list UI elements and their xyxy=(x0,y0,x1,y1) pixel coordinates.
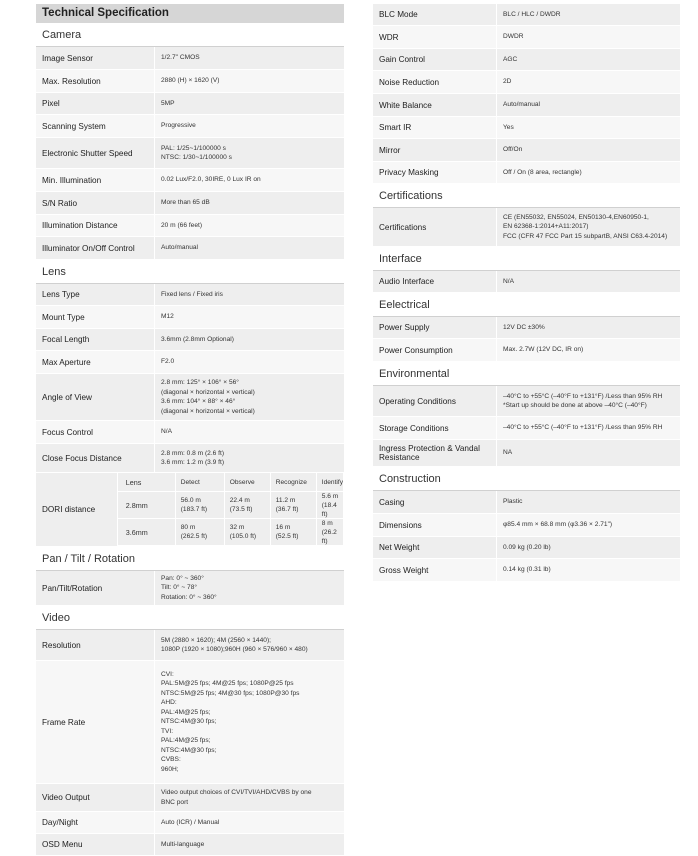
spec-row-casing xyxy=(373,491,680,514)
spec-row-illuminator-on-off-control xyxy=(36,237,344,260)
spec-label: Image Sensor xyxy=(36,47,155,69)
spec-row-wdr xyxy=(373,26,680,49)
spec-label: Day/Night xyxy=(36,812,155,833)
spec-right-column xyxy=(373,4,680,582)
spec-row-s-n-ratio xyxy=(36,192,344,215)
spec-value: 5M (2880 × 1620); 4M (2560 × 1440); 1080P (1920 × 1080);960H (960 × 576/960 × 480) xyxy=(161,636,308,653)
dori-header: Recognize xyxy=(271,473,317,492)
spec-value: 0.14 kg (0.31 lb) xyxy=(503,566,551,574)
spec-label: Lens Type xyxy=(36,284,155,305)
spec-value: More than 65 dB xyxy=(161,199,210,207)
spec-value: DWDR xyxy=(503,33,524,41)
spec-value: Plastic xyxy=(503,498,523,506)
spec-row-lens-type xyxy=(36,284,344,306)
spec-label: Net Weight xyxy=(373,537,497,558)
spec-label: Video Output xyxy=(36,784,155,811)
spec-row-scanning-system xyxy=(36,115,344,138)
spec-value: Auto/manual xyxy=(161,244,199,252)
dori-value: 8 m (26.2 ft) xyxy=(317,519,344,546)
spec-row-net-weight xyxy=(373,537,680,559)
spec-value: Max. 2.7W (12V DC, IR on) xyxy=(503,346,584,354)
spec-row-dimensions xyxy=(373,514,680,537)
spec-row-operating-conditions xyxy=(373,386,680,417)
spec-value: PAL: 1/25~1/100000 s NTSC: 1/30~1/100000 s xyxy=(161,144,232,161)
spec-row-storage-conditions xyxy=(373,417,680,440)
spec-value: Auto/manual xyxy=(503,101,541,109)
dori-table xyxy=(36,473,344,547)
spec-value: NA xyxy=(503,449,513,457)
spec-label: Ingress Protection & Vandal Resistance xyxy=(373,440,497,466)
spec-row-pixel xyxy=(36,93,344,115)
spec-row-illumination-distance xyxy=(36,215,344,237)
spec-label: Angle of View xyxy=(36,374,155,420)
spec-value: Yes xyxy=(503,123,514,131)
spec-value: 2.8 mm: 125° × 106° × 56° (diagonal × horizontal × vertical) 3.6 mm: 104° × 88° × 46° (diagonal × horizontal × vertical) xyxy=(161,379,255,415)
spec-row-focus-control xyxy=(36,421,344,444)
spec-row-angle-of-view xyxy=(36,374,344,421)
spec-label: Focus Control xyxy=(36,421,155,443)
spec-label: Power Supply xyxy=(373,317,497,338)
spec-value: AGC xyxy=(503,55,518,63)
spec-value: M12 xyxy=(161,313,174,321)
spec-label: Resolution xyxy=(36,630,155,660)
section-heading-camera: Camera xyxy=(36,24,344,47)
spec-label: Operating Conditions xyxy=(373,386,497,416)
spec-label: Casing xyxy=(373,491,497,513)
spec-value: Video output choices of CVI/TVI/AHD/CVBS by one BNC port xyxy=(161,789,312,806)
spec-row-ingress-protection-vandal-resistance xyxy=(373,440,680,467)
spec-label: Close Focus Distance xyxy=(36,444,155,472)
right-sections xyxy=(373,4,680,582)
section-heading-interface: Interface xyxy=(373,248,680,271)
spec-row-min-illumination xyxy=(36,169,344,192)
spec-row-blc-mode xyxy=(373,4,680,26)
spec-row-resolution xyxy=(36,630,344,661)
dori-label: DORI distance xyxy=(36,473,118,546)
spec-row-power-supply xyxy=(373,317,680,339)
spec-row-gain-control xyxy=(373,49,680,71)
dori-value: 5.6 m (18.4 ft) xyxy=(317,492,344,519)
section-heading-pan-tilt-rotation: Pan / Tilt / Rotation xyxy=(36,548,344,571)
spec-label: BLC Mode xyxy=(373,4,497,25)
dori-header: Identify xyxy=(317,473,344,492)
spec-row-electronic-shutter-speed xyxy=(36,138,344,169)
spec-label: Focal Length xyxy=(36,329,155,350)
spec-row-certifications xyxy=(373,208,680,247)
spec-label: Illuminator On/Off Control xyxy=(36,237,155,259)
spec-label: Pan/Tilt/Rotation xyxy=(36,571,155,605)
spec-row-smart-ir xyxy=(373,117,680,139)
spec-label: Noise Reduction xyxy=(373,71,497,93)
spec-label: Mirror xyxy=(373,139,497,161)
spec-value: CE (EN55032, EN55024, EN50130-4,EN60950-1, EN 62368-1:2014+A11:2017) FCC (CFR 47 FCC Part 15 subpartB, ANSI C63.4-2014) xyxy=(503,213,668,240)
spec-value: 0.09 kg (0.20 lb) xyxy=(503,543,551,551)
spec-row-osd-menu xyxy=(36,834,344,856)
spec-label: OSD Menu xyxy=(36,834,155,855)
dori-lens: 3.6mm xyxy=(118,519,176,546)
spec-value: F2.0 xyxy=(161,358,175,366)
spec-value: 20 m (66 feet) xyxy=(161,221,203,229)
spec-row-focal-length xyxy=(36,329,344,351)
spec-value: Fixed lens / Fixed iris xyxy=(161,290,223,298)
spec-label: Electronic Shutter Speed xyxy=(36,138,155,168)
spec-label: Max Aperture xyxy=(36,351,155,373)
spec-row-frame-rate xyxy=(36,661,344,784)
section-heading-lens: Lens xyxy=(36,261,344,284)
dori-value: 22.4 m (73.5 ft) xyxy=(225,492,271,519)
spec-row-mount-type xyxy=(36,306,344,329)
spec-row-white-balance xyxy=(373,94,680,117)
spec-label: Min. Illumination xyxy=(36,169,155,191)
section-heading-environmental: Environmental xyxy=(373,363,680,386)
dori-value: 32 m (105.0 ft) xyxy=(225,519,271,546)
dori-grid xyxy=(118,473,344,546)
dori-value: 16 m (52.5 ft) xyxy=(271,519,317,546)
spec-row-max-resolution xyxy=(36,70,344,93)
section-heading-certifications: Certifications xyxy=(373,185,680,208)
spec-value: 1/2.7" CMOS xyxy=(161,54,200,62)
spec-row-privacy-masking xyxy=(373,162,680,184)
spec-label: Frame Rate xyxy=(36,661,155,783)
spec-label: Pixel xyxy=(36,93,155,114)
page-title: Technical Specification xyxy=(36,4,344,23)
spec-value: –40°C to +55°C (–40°F to +131°F) /Less than 95% RH xyxy=(503,424,663,432)
spec-value: Auto (ICR) / Manual xyxy=(161,818,220,826)
spec-value: 3.6mm (2.8mm Optional) xyxy=(161,335,234,343)
dori-header: Detect xyxy=(176,473,225,492)
spec-value: 12V DC ±30% xyxy=(503,323,545,331)
spec-value: 0.02 Lux/F2.0, 30IRE, 0 Lux IR on xyxy=(161,176,261,184)
spec-label: S/N Ratio xyxy=(36,192,155,214)
spec-row-close-focus-distance xyxy=(36,444,344,473)
spec-value: 2D xyxy=(503,78,512,86)
spec-label: Certifications xyxy=(373,208,497,246)
spec-value: N/A xyxy=(503,277,514,285)
spec-value: 2880 (H) × 1620 (V) xyxy=(161,77,220,85)
spec-label: Mount Type xyxy=(36,306,155,328)
spec-value: 5MP xyxy=(161,99,175,107)
spec-label: Scanning System xyxy=(36,115,155,137)
spec-label: Illumination Distance xyxy=(36,215,155,236)
spec-label: Dimensions xyxy=(373,514,497,536)
spec-label: Audio Interface xyxy=(373,271,497,292)
dori-lens: 2.8mm xyxy=(118,492,176,519)
spec-value: Pan: 0° ~ 360° Tilt: 0° ~ 78° Rotation: 0° ~ 360° xyxy=(161,574,217,601)
left-sections-bottom xyxy=(36,548,344,856)
dori-value: 56.0 m (183.7 ft) xyxy=(176,492,225,519)
spec-left-column xyxy=(36,4,344,856)
spec-row-power-consumption xyxy=(373,339,680,362)
spec-label: Smart IR xyxy=(373,117,497,138)
spec-row-noise-reduction xyxy=(373,71,680,94)
dori-lens-header: Lens xyxy=(118,473,176,492)
spec-row-gross-weight xyxy=(373,559,680,582)
spec-row-pan-tilt-rotation xyxy=(36,571,344,606)
spec-label: WDR xyxy=(373,26,497,48)
dori-value: 80 m (262.5 ft) xyxy=(176,519,225,546)
dori-header: Observe xyxy=(225,473,271,492)
spec-value: Off / On (8 area, rectangle) xyxy=(503,168,582,176)
spec-row-image-sensor xyxy=(36,47,344,70)
spec-label: Gain Control xyxy=(373,49,497,70)
spec-value: Progressive xyxy=(161,122,196,130)
spec-row-mirror xyxy=(373,139,680,162)
spec-value: BLC / HLC / DWDR xyxy=(503,10,561,18)
spec-value: N/A xyxy=(161,428,172,436)
spec-value: –40°C to +55°C (–40°F to +131°F) /Less than 95% RH *Start up should be done at above –40°C (–40°F) xyxy=(503,392,663,409)
spec-row-audio-interface xyxy=(373,271,680,293)
spec-label: Max. Resolution xyxy=(36,70,155,92)
spec-value: φ85.4 mm × 68.8 mm (φ3.36 × 2.71") xyxy=(503,521,613,529)
spec-label: White Balance xyxy=(373,94,497,116)
section-heading-eelectrical: Eelectrical xyxy=(373,294,680,317)
spec-value: Off/On xyxy=(503,146,523,154)
section-heading-video: Video xyxy=(36,607,344,630)
spec-row-video-output xyxy=(36,784,344,812)
spec-value: Multi-language xyxy=(161,840,205,848)
spec-value: CVI: PAL:5M@25 fps; 4M@25 fps; 1080P@25 fps NTSC:5M@25 fps; 4M@30 fps; 1080P@30 fps AHD: PAL:4M@25 fps; NTSC:4M@30 fps; TVI: PAL:4M@25 fps; NTSC:4M@30 fps; CVBS: 960H; xyxy=(161,670,300,773)
section-heading-construction: Construction xyxy=(373,468,680,491)
spec-row-day-night xyxy=(36,812,344,834)
spec-label: Storage Conditions xyxy=(373,417,497,439)
dori-value: 11.2 m (36.7 ft) xyxy=(271,492,317,519)
spec-row-max-aperture xyxy=(36,351,344,374)
spec-label: Power Consumption xyxy=(373,339,497,361)
spec-label: Privacy Masking xyxy=(373,162,497,183)
spec-value: 2.8 mm: 0.8 m (2.6 ft) 3.6 mm: 1.2 m (3.9 ft) xyxy=(161,449,225,466)
spec-label: Gross Weight xyxy=(373,559,497,581)
left-sections-top xyxy=(36,24,344,473)
